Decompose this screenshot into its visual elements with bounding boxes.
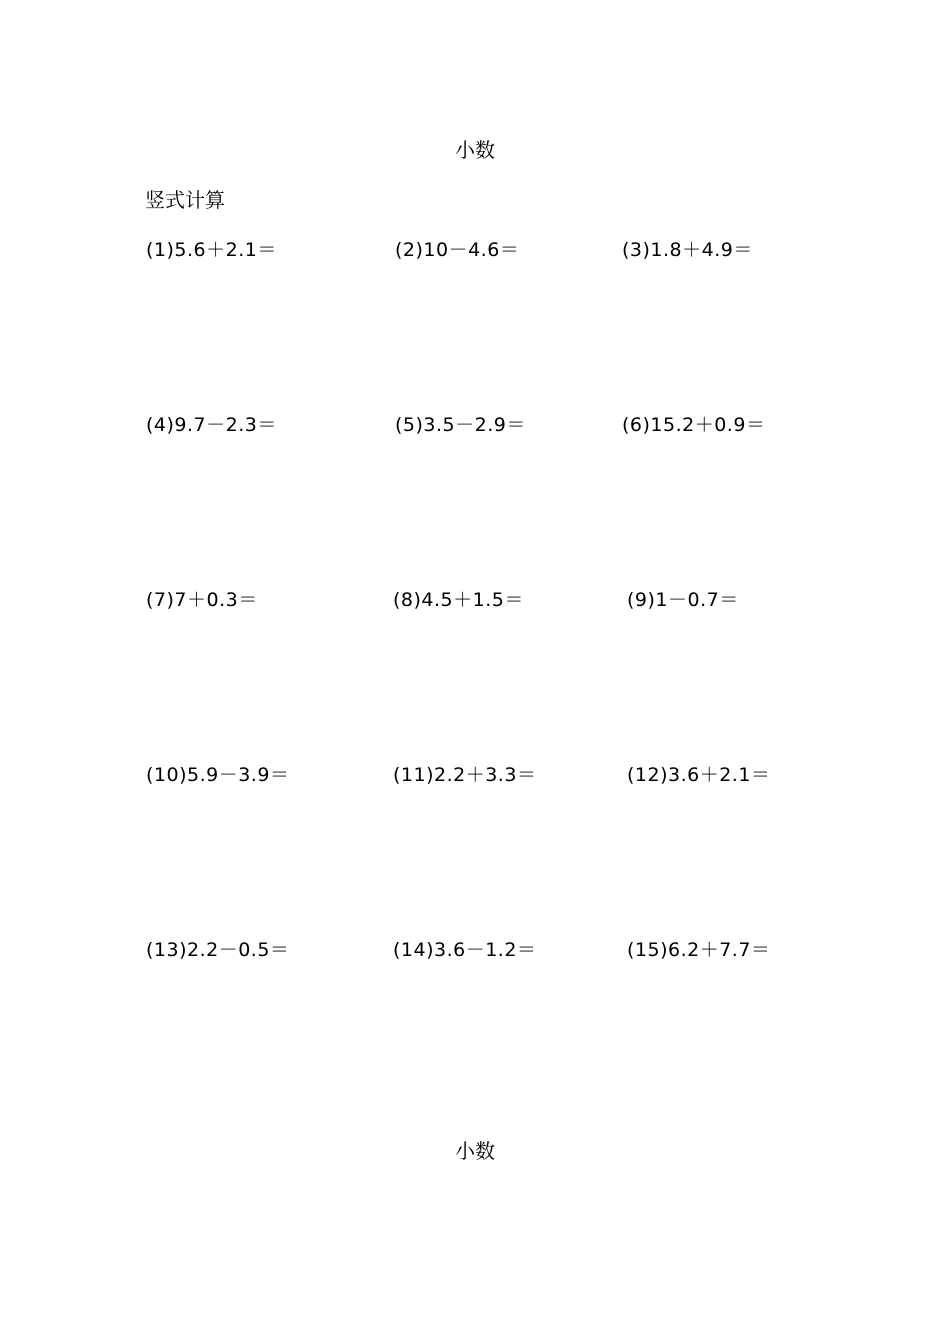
problem-14: (14)3.6－1.2＝ (393, 939, 537, 961)
problem-5: (5)3.5－2.9＝ (395, 414, 526, 436)
problem-15: (15)6.2＋7.7＝ (627, 939, 771, 961)
problem-3: (3)1.8＋4.9＝ (622, 239, 753, 261)
problem-13: (13)2.2－0.5＝ (146, 939, 290, 961)
problem-6: (6)15.2＋0.9＝ (622, 414, 766, 436)
problem-11: (11)2.2＋3.3＝ (393, 764, 537, 786)
problem-10: (10)5.9－3.9＝ (146, 764, 290, 786)
section-heading: 竖式计算 (145, 188, 225, 212)
footer-title: 小数 (455, 1139, 495, 1163)
problem-12: (12)3.6＋2.1＝ (627, 764, 771, 786)
problem-9: (9)1－0.7＝ (627, 589, 739, 611)
problem-1: (1)5.6＋2.1＝ (146, 239, 277, 261)
problem-4: (4)9.7－2.3＝ (146, 414, 277, 436)
problem-2: (2)10－4.6＝ (395, 239, 520, 261)
problem-7: (7)7＋0.3＝ (146, 589, 258, 611)
page-title: 小数 (455, 138, 495, 162)
problem-8: (8)4.5＋1.5＝ (393, 589, 524, 611)
